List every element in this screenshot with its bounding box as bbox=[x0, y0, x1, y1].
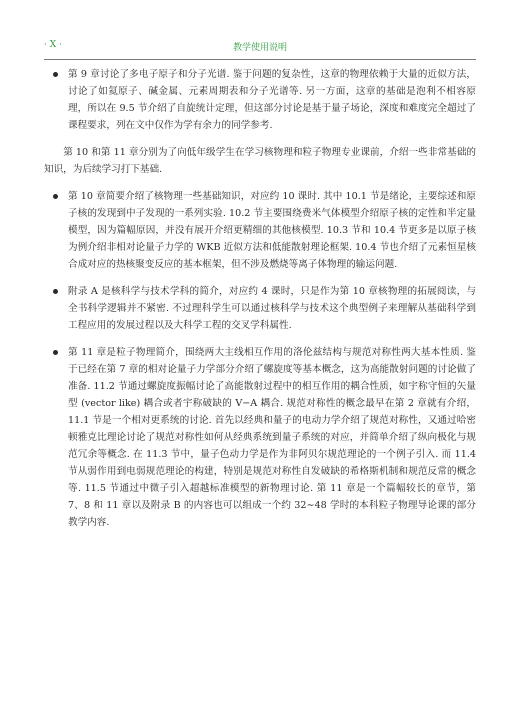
list-item-text: 第 9 章讨论了多电子原子和分子光谱. 鉴于问题的复杂性，这章的物理依赖于大量的近似方法，讨论了如氦原子、碱金属、元素周期表和分子光谱等. 另一方面，这章的基础是泡利不相容原理，所以在 9.5 节介绍了自旋统计定理，但这部分讨论是基于量子场论，深度和难度完全超过了课程要求，列在文中仅作为学有余力的同学参考. bbox=[68, 69, 476, 131]
header-rule bbox=[44, 59, 476, 60]
running-title: 教学使用说明 bbox=[232, 43, 287, 53]
bullet-icon bbox=[53, 194, 58, 199]
bullet-icon bbox=[53, 289, 58, 294]
body-paragraph: 第 10 和第 11 章分别为了向低年级学生在学习核物理和粒子物理专业课前，介绍一些非常基础的知识，为后续学习打下基础. bbox=[44, 147, 476, 175]
list-item-chapter-11 bbox=[44, 344, 476, 531]
list-item-chapter-9 bbox=[44, 66, 476, 134]
list-item-appendix-a bbox=[44, 283, 476, 334]
bullet-icon bbox=[53, 72, 58, 77]
list-item-text: 第 10 章简要介绍了核物理一些基础知识，对应约 10 课时. 其中 10.1 节是绪论，主要综述和原子核的发现到中子发现的一系列实验. 10.2 节主要围绕费米气体模型介绍原子核的定性和半定量模型，因为篇幅原因，并没有展开介绍更精细的其他核模型. 10.3 节和 10.4 节更多是以原子核为例介绍非相对论量子力学的 WKB 近似方法和低能散射理论框架. 10.4 节也介绍了元素恒星核合成对应的热核聚变反应的基本框架，但不涉及燃烧等离子体物理的输运问题. bbox=[68, 191, 476, 270]
list-item-chapter-10 bbox=[44, 188, 476, 273]
page-number: · X · bbox=[44, 40, 62, 50]
list-item-text: 附录 A 是核科学与技术学科的简介，对应约 4 课时，只是作为第 10 章核物理的拓展阅读，与全书科学逻辑并不紧密. 不过理科学生可以通过核科学与技术这个典型例子来理解从基础科学到工程应用的发展过程以及大科学工程的交叉学科属性. bbox=[68, 286, 476, 331]
list-item-text: 第 11 章是粒子物理简介，围绕两大主线相互作用的洛伦兹结构与规范对称性两大基本性质. 鉴于已经在第 7 章的相对论量子力学部分介绍了螺旋度等基本概念，这为高能散射问题的讨论做了准备. 11.2 节通过螺旋度振幅讨论了高能散射过程中的相互作用的耦合性质，如宇称守恒的矢量型 (vector like) 耦合或者宇称破缺的 V−A 耦合. 规范对称性的概念最早在第 2 章就有介绍，11.1 节是一个相对更系统的讨论. 首先以经典和量子的电动力学介绍了规范对称性，又通过哈密顿雅克比理论讨论了规范对称性如何从经典系统到量子系统的对应，并简单介绍了纵向极化与规范冗余等概念. 在 11.3 节中，量子色动力学是作为非阿贝尔规范理论的一个例子引入. 而 11.4 节从弱作用到电弱规范理论的构建，特别是规范对称性自发破缺的希格斯机制和规范反常的概念等. 11.5 节通过中微子引入超越标准模型的新物理讨论. 第 11 章是一个篇幅较长的章节，第 7、8 和 11 章以及附录 B 的内容也可以组成一个约 32∼48 学时的本科粒子物理导论课的部分教学内容. bbox=[68, 347, 476, 528]
bullet-icon bbox=[53, 350, 58, 355]
running-header bbox=[44, 40, 476, 56]
page-body bbox=[44, 66, 476, 541]
